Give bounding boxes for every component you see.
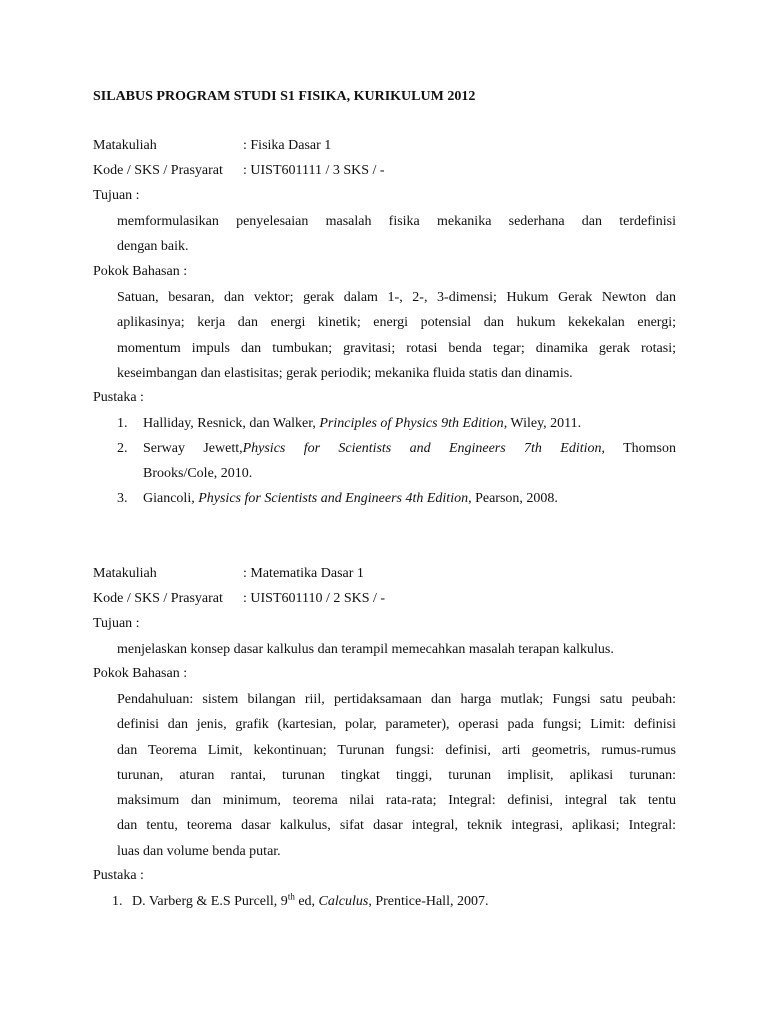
text-line: momentum impuls dan tumbukan; gravitasi; rotasi benda tegar; dinamika gerak rotasi; <box>117 340 676 356</box>
course-2-pustaka-label: Pustaka : <box>93 868 144 883</box>
text-line: aplikasinya; kerja dan energi kinetik; energi potensial dan hukum kekekalan energi; <box>117 315 676 331</box>
text-line: dan Teorema Limit, kekontinuan; Turunan fungsi: definisi, arti geometris, rumus-rumus <box>117 742 676 758</box>
course-1-tujuan-text <box>117 209 676 260</box>
reference-publisher: , Wiley, 2011. <box>503 416 582 431</box>
course-2-pokok-label: Pokok Bahasan : <box>93 666 188 681</box>
text-line: definisi dan jenis, grafik (kartesian, polar, parameter), operasi pada fungsi; Limit: definisi <box>117 717 676 733</box>
reference-text <box>143 486 676 511</box>
text-line: memformulasikan penyelesaian masalah fisika mekanika sederhana dan terdefinisi <box>117 214 676 229</box>
matakuliah-value: : Fisika Dasar 1 <box>243 138 332 153</box>
kode-label: Kode / SKS / Prasyarat <box>93 163 223 178</box>
reference-title: Calculus <box>318 894 369 909</box>
reference-number: 1. <box>112 894 123 909</box>
reference-item <box>117 436 676 486</box>
course-2-tujuan-text <box>117 637 676 662</box>
text-line: dan tentu, teorema dasar kalkulus, sifat dasar integral, teknik integrasi, aplikasi; Integral: <box>117 818 676 834</box>
reference-title: Physics for Scientists and Engineers 7th Edition <box>242 441 602 456</box>
matakuliah-label: Matakuliah <box>93 566 157 581</box>
reference-number: 3. <box>117 491 128 506</box>
course-2-pokok-text <box>117 687 676 864</box>
text-line: dengan baik. <box>117 239 189 255</box>
kode-value: : UIST601111 / 3 SKS / - <box>243 163 385 178</box>
reference-text <box>143 411 676 436</box>
kode-value: : UIST601110 / 2 SKS / - <box>243 591 386 606</box>
reference-publisher: , Prentice-Hall, 2007. <box>368 894 489 909</box>
course-1-pokok-text <box>117 285 676 386</box>
text-line: menjelaskan konsep dasar kalkulus dan terampil memecahkan masalah terapan kalkulus. <box>117 642 614 657</box>
course-1-kode <box>93 163 385 179</box>
reference-number: 1. <box>117 416 128 431</box>
course-2-tujuan-label: Tujuan : <box>93 616 140 631</box>
reference-text <box>143 436 676 486</box>
reference-title: Principles of Physics 9th Edition <box>319 416 504 431</box>
reference-authors: D. Varberg & E.S Purcell, 9 <box>132 894 288 909</box>
text-line: keseimbangan dan elastisitas; gerak periodik; mekanika fluida statis dan dinamis. <box>117 365 573 381</box>
text-line: Satuan, besaran, dan vektor; gerak dalam 1-, 2-, 3-dimensi; Hukum Gerak Newton dan <box>117 290 676 305</box>
reference-authors: Halliday, Resnick, dan Walker, <box>143 416 320 431</box>
text-line: maksimum dan minimum, teorema nilai rata-rata; Integral: definisi, integral tak tentu <box>117 793 676 809</box>
matakuliah-label: Matakuliah <box>93 138 157 153</box>
course-1-pustaka-label: Pustaka : <box>93 390 144 405</box>
reference-title: Physics for Scientists and Engineers 4th Edition <box>198 491 469 506</box>
reference-number: 2. <box>117 441 128 456</box>
course-1-tujuan-label: Tujuan : <box>93 188 140 203</box>
course-2-kode <box>93 591 385 607</box>
text-line: Pendahuluan: sistem bilangan riil, pertidaksamaan dan harga mutlak; Fungsi satu peubah: <box>117 692 676 707</box>
reference-publisher: , Thomson <box>601 441 676 456</box>
text-line <box>143 436 676 461</box>
reference-edition: ed, <box>294 894 319 909</box>
reference-text <box>132 889 665 914</box>
course-1-pokok-label: Pokok Bahasan : <box>93 264 188 279</box>
edition-superscript: th <box>287 891 295 902</box>
reference-publisher: , Pearson, 2008. <box>468 491 558 506</box>
text-line: Brooks/Cole, 2010. <box>143 466 253 481</box>
document-title: SILABUS PROGRAM STUDI S1 FISIKA, KURIKULUM 2012 <box>93 89 476 104</box>
kode-label: Kode / SKS / Prasyarat <box>93 591 223 606</box>
reference-authors: Giancoli, <box>143 491 199 506</box>
text-line: turunan, aturan rantai, turunan tingkat tinggi, turunan implisit, aplikasi turunan: <box>117 767 676 783</box>
reference-authors: Serway Jewett, <box>143 441 243 456</box>
matakuliah-value: : Matematika Dasar 1 <box>243 566 364 581</box>
course-2-matakuliah <box>93 566 364 582</box>
course-1-matakuliah <box>93 138 331 154</box>
text-line: luas dan volume benda putar. <box>117 843 281 859</box>
